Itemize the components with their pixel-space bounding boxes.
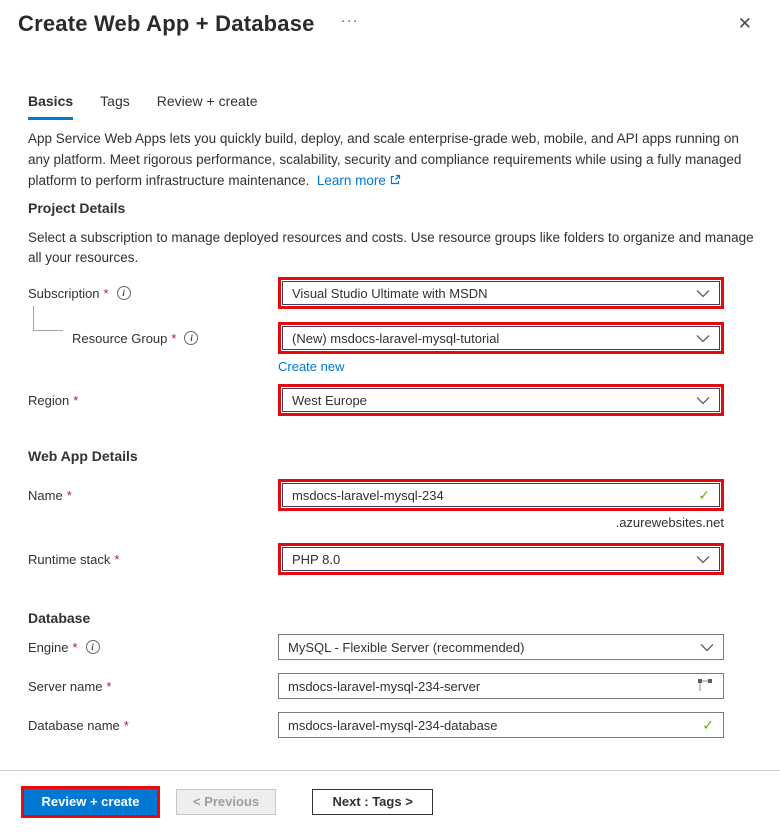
annotation-highlight	[278, 479, 724, 511]
name-label: Name *	[28, 487, 72, 503]
required-asterisk: *	[72, 639, 78, 655]
next-tags-button[interactable]: Next : Tags >	[312, 789, 433, 815]
resource-group-dropdown[interactable]: (New) msdocs-laravel-mysql-tutorial	[282, 326, 720, 350]
validation-progress-icon	[697, 678, 714, 695]
external-link-icon	[389, 171, 401, 192]
info-icon[interactable]: i	[86, 640, 100, 654]
annotation-highlight	[278, 543, 724, 575]
engine-dropdown[interactable]: MySQL - Flexible Server (recommended)	[278, 634, 724, 660]
engine-label: Engine * i	[28, 640, 278, 655]
tab-review-create[interactable]: Review + create	[156, 93, 258, 109]
required-asterisk: *	[103, 285, 109, 301]
tab-basics[interactable]: Basics	[28, 93, 73, 120]
valid-check-icon: ✓	[702, 716, 714, 733]
server-name-label: Server name *	[28, 678, 112, 694]
annotation-highlight	[21, 786, 160, 818]
subscription-label: Subscription * i	[28, 286, 278, 301]
required-asterisk: *	[66, 487, 72, 503]
domain-suffix: .azurewebsites.net	[615, 515, 724, 530]
required-asterisk: *	[171, 330, 177, 346]
review-create-button[interactable]: Review + create	[24, 789, 157, 815]
annotation-highlight	[278, 384, 724, 416]
name-row	[28, 479, 752, 511]
intro-paragraph	[28, 128, 754, 192]
server-name-row	[28, 673, 752, 699]
subscription-dropdown[interactable]: Visual Studio Ultimate with MSDN	[282, 281, 720, 305]
chevron-down-icon	[700, 640, 714, 655]
resource-group-row	[28, 322, 752, 354]
required-asterisk: *	[114, 551, 120, 567]
valid-check-icon: ✓	[698, 486, 710, 503]
required-asterisk: *	[73, 392, 79, 408]
chevron-down-icon	[696, 393, 710, 408]
database-name-input[interactable]: msdocs-laravel-mysql-234-database ✓	[278, 712, 724, 738]
name-input[interactable]: msdocs-laravel-mysql-234 ✓	[282, 483, 720, 507]
basics-form	[28, 277, 752, 738]
runtime-stack-label: Runtime stack *	[28, 551, 120, 567]
info-icon[interactable]: i	[117, 286, 131, 300]
region-label: Region *	[28, 392, 79, 408]
page-title: Create Web App + Database	[18, 11, 315, 36]
database-name-row	[28, 712, 752, 738]
tab-bar	[28, 93, 285, 120]
project-details-description: Select a subscription to manage deployed resources and costs. Use resource groups like folders to organize and manage all your resources.	[28, 230, 754, 265]
chevron-down-icon	[696, 286, 710, 301]
footer-bar	[0, 770, 780, 832]
learn-more-link[interactable]: Learn more	[316, 173, 386, 188]
previous-button[interactable]: < Previous	[176, 789, 276, 815]
required-asterisk: *	[106, 678, 112, 694]
chevron-down-icon	[696, 331, 710, 346]
intro-text: App Service Web Apps lets you quickly build, deploy, and scale enterprise-grade web, mobile, and API apps running on any platform. Meet rigorous performance, scalability, security and compliance requirements while using a fully managed platform to perform infrastructure maintenance.	[28, 131, 742, 188]
database-name-label: Database name *	[28, 717, 129, 733]
runtime-stack-dropdown[interactable]: PHP 8.0	[282, 547, 720, 571]
annotation-highlight	[278, 277, 724, 309]
required-asterisk: *	[123, 717, 129, 733]
annotation-highlight	[278, 322, 724, 354]
dialog-header	[18, 10, 762, 38]
web-app-details-heading: Web App Details	[28, 448, 138, 464]
chevron-down-icon	[696, 552, 710, 567]
close-icon[interactable]: ✕	[737, 14, 752, 33]
database-heading: Database	[28, 610, 91, 626]
runtime-stack-row	[28, 543, 752, 575]
more-options-icon[interactable]: ···	[340, 12, 359, 29]
tree-connector-line	[33, 306, 63, 331]
project-details-heading: Project Details	[28, 200, 126, 216]
create-new-link[interactable]: Create new	[278, 359, 345, 374]
region-row	[28, 384, 752, 416]
engine-row	[28, 634, 752, 660]
resource-group-label: Resource Group * i	[28, 331, 278, 346]
region-dropdown[interactable]: West Europe	[282, 388, 720, 412]
subscription-row	[28, 277, 752, 309]
server-name-input[interactable]: msdocs-laravel-mysql-234-server	[278, 673, 724, 699]
tab-tags[interactable]: Tags	[100, 93, 130, 109]
info-icon[interactable]: i	[184, 331, 198, 345]
